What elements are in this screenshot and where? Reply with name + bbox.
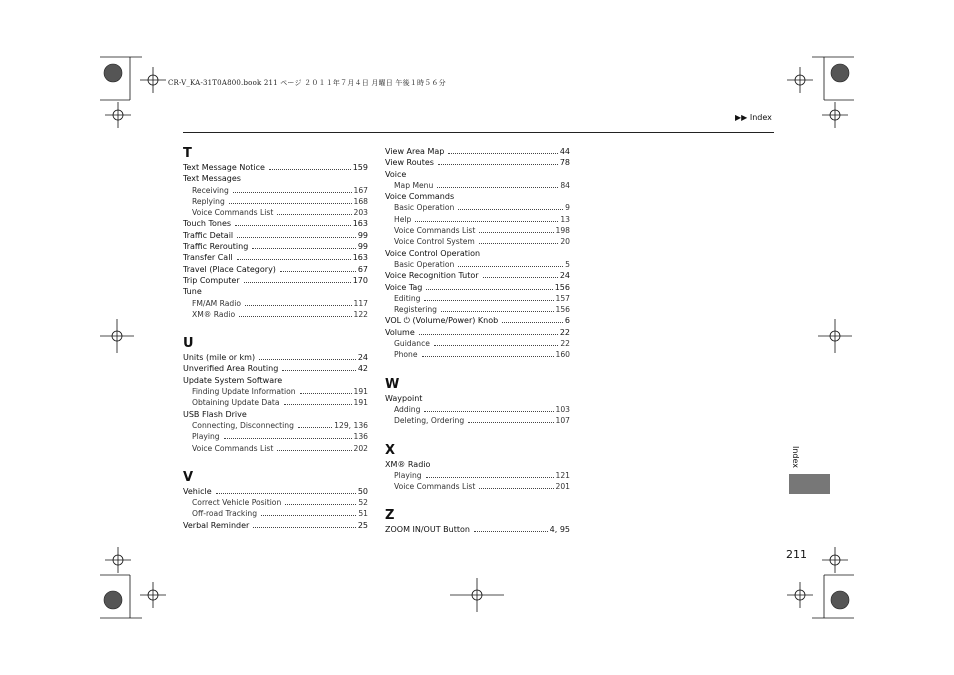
index-entry-label: Voice Tag <box>385 282 423 292</box>
breadcrumb-label: Index <box>749 113 772 122</box>
index-entry-label: Connecting, Disconnecting <box>192 420 294 430</box>
index-entry-label: Correct Vehicle Position <box>192 498 282 508</box>
index-entry-label: Playing <box>192 432 220 442</box>
index-entry-page[interactable]: 4, 95 <box>549 525 570 535</box>
index-entry-label: Voice Control System <box>394 237 475 247</box>
index-entry-page[interactable]: 156 <box>554 282 570 292</box>
index-entry-page[interactable]: 163 <box>352 253 368 263</box>
index-entry-label: Playing <box>394 470 422 480</box>
index-entry-label: Voice Commands List <box>192 208 274 218</box>
index-entry-label: FM/AM Radio <box>192 298 241 308</box>
index-entry-label: View Area Map <box>385 147 445 156</box>
index-entry-page[interactable]: 159 <box>352 163 368 172</box>
index-entry-page[interactable]: 107 <box>555 416 570 426</box>
index-entry-label: Voice Control Operation <box>385 248 481 258</box>
index-entry-label: Basic Operation <box>394 203 455 213</box>
index-entry-page[interactable]: 122 <box>353 309 368 319</box>
index-entry-label: Traffic Detail <box>183 230 234 240</box>
index-entry-label: Units (mile or km) <box>183 353 256 363</box>
index-entry-label: Voice Commands List <box>394 226 476 236</box>
index-entry-label: Adding <box>394 404 421 414</box>
index-letter-heading: V <box>183 469 194 485</box>
index-entry-label: Guidance <box>394 339 430 349</box>
index-entry-page[interactable]: 136 <box>353 432 368 442</box>
index-entry-page[interactable]: 121 <box>555 470 570 480</box>
index-entry-label: Voice <box>385 169 407 179</box>
index-entry-label: Text Messages <box>183 174 241 184</box>
index-entry-label: Voice Recognition Tutor <box>385 271 479 281</box>
index-entry-label: Finding Update Information <box>192 387 296 397</box>
index-entry-label: Trip Computer <box>183 275 240 285</box>
index-entry-page[interactable]: 22 <box>560 339 570 349</box>
index-entry-label: Phone <box>394 350 418 360</box>
index-entry-label: Map Menu <box>394 180 434 190</box>
index-entry-page[interactable]: 52 <box>358 498 368 508</box>
index-letter-heading: X <box>385 442 396 458</box>
index-entry-page[interactable]: 84 <box>560 180 570 190</box>
index-entry-page[interactable]: 129, 136 <box>334 420 368 430</box>
index-entry-page[interactable]: 198 <box>555 226 570 236</box>
index-entry-page[interactable]: 203 <box>353 208 368 218</box>
index-entry-page[interactable]: 5 <box>565 259 570 269</box>
index-entry-label: Volume <box>385 327 415 337</box>
index-entry-page[interactable]: 163 <box>352 219 368 229</box>
index-letter-heading: U <box>183 336 194 352</box>
index-entry-page[interactable]: 168 <box>353 196 368 206</box>
index-entry-page[interactable]: 78 <box>559 158 570 168</box>
index-entry-page[interactable]: 160 <box>555 350 570 360</box>
index-entry-label: Voice Commands List <box>192 443 274 453</box>
index-entry-page[interactable]: 191 <box>353 387 368 397</box>
breadcrumb-arrows: ▶▶ <box>735 113 748 122</box>
index-entry-label: Vehicle <box>183 486 212 496</box>
index-entry-page[interactable]: 170 <box>352 275 368 285</box>
index-entry-label: View Routes <box>385 158 434 168</box>
index-entry-label: Transfer Call <box>183 253 233 263</box>
index-entry-label: Basic Operation <box>394 259 455 269</box>
index-entry-page[interactable]: 24 <box>357 353 368 363</box>
index-entry-label: ZOOM IN/OUT Button <box>385 525 470 535</box>
index-entry-page[interactable]: 9 <box>565 203 570 213</box>
index-entry-label: Text Message Notice <box>183 163 265 172</box>
index-entry-page[interactable]: 22 <box>559 327 570 337</box>
index-entry-label: Tune <box>183 287 202 297</box>
index-entry-label: Deleting, Ordering <box>394 416 465 426</box>
index-entry-page[interactable]: 24 <box>559 271 570 281</box>
index-entry-page[interactable]: 6 <box>564 316 570 326</box>
index-entry-label: Update System Software <box>183 375 283 385</box>
index-entry-page[interactable]: 42 <box>357 364 368 374</box>
index-entry-label: Travel (Place Category) <box>183 264 276 274</box>
index-entry-label: Help <box>394 214 412 224</box>
index-entry-page[interactable]: 156 <box>555 305 570 315</box>
index-entry-label: Unverified Area Routing <box>183 364 279 374</box>
index-entry-label: XM® Radio <box>192 309 236 319</box>
index-entry-page[interactable]: 191 <box>353 398 368 408</box>
index-entry-label: Off-road Tracking <box>192 509 258 519</box>
index-entry-label: Obtaining Update Data <box>192 398 280 408</box>
index-entry-page[interactable]: 50 <box>357 486 368 496</box>
index-entry-label: Waypoint <box>385 393 423 403</box>
index-entry-page[interactable]: 99 <box>357 242 368 252</box>
index-entry-label: Touch Tones <box>183 219 232 229</box>
index-entry-label: Replying <box>192 196 225 206</box>
index-entry-label: Voice Commands List <box>394 482 476 492</box>
index-entry-page[interactable]: 201 <box>555 482 570 492</box>
index-entry-page[interactable]: 202 <box>353 443 368 453</box>
section-tab-label: Index <box>791 446 800 469</box>
index-entry-label: Voice Commands <box>385 192 455 202</box>
index-entry-label: Verbal Reminder <box>183 520 250 530</box>
index-letter-heading: Z <box>385 508 395 524</box>
index-entry-label: USB Flash Drive <box>183 409 247 419</box>
index-entry-label: Editing <box>394 293 421 303</box>
index-entry-page[interactable]: 51 <box>358 509 368 519</box>
index-entry-label: Traffic Rerouting <box>183 242 249 252</box>
index-entry-page[interactable]: 20 <box>560 237 570 247</box>
print-file-header: CR-V_KA-31T0A800.book 211 ページ ２０１１年７月４日 月曜日 午後１時５６分 <box>168 79 446 87</box>
index-entry-page[interactable]: 167 <box>353 185 368 195</box>
index-entry-page[interactable]: 157 <box>555 293 570 303</box>
index-entry-page[interactable]: 44 <box>559 147 570 156</box>
index-letter-heading: T <box>183 146 192 161</box>
index-entry-label: Registering <box>394 305 438 315</box>
index-entry-page[interactable]: 103 <box>555 404 570 414</box>
index-entry-page[interactable]: 25 <box>357 520 368 530</box>
index-entry-page[interactable]: 13 <box>560 214 570 224</box>
index-entry-label: Receiving <box>192 185 229 195</box>
index-entry-page[interactable]: 117 <box>353 298 368 308</box>
index-entry-page[interactable]: 67 <box>357 264 368 274</box>
index-entry-label: VOL ⏻ (Volume/Power) Knob <box>385 316 499 326</box>
index-entry-page[interactable]: 99 <box>357 230 368 240</box>
page-number: 211 <box>786 548 807 561</box>
index-letter-heading: W <box>385 376 400 392</box>
index-entry-label: XM® Radio <box>385 459 431 469</box>
